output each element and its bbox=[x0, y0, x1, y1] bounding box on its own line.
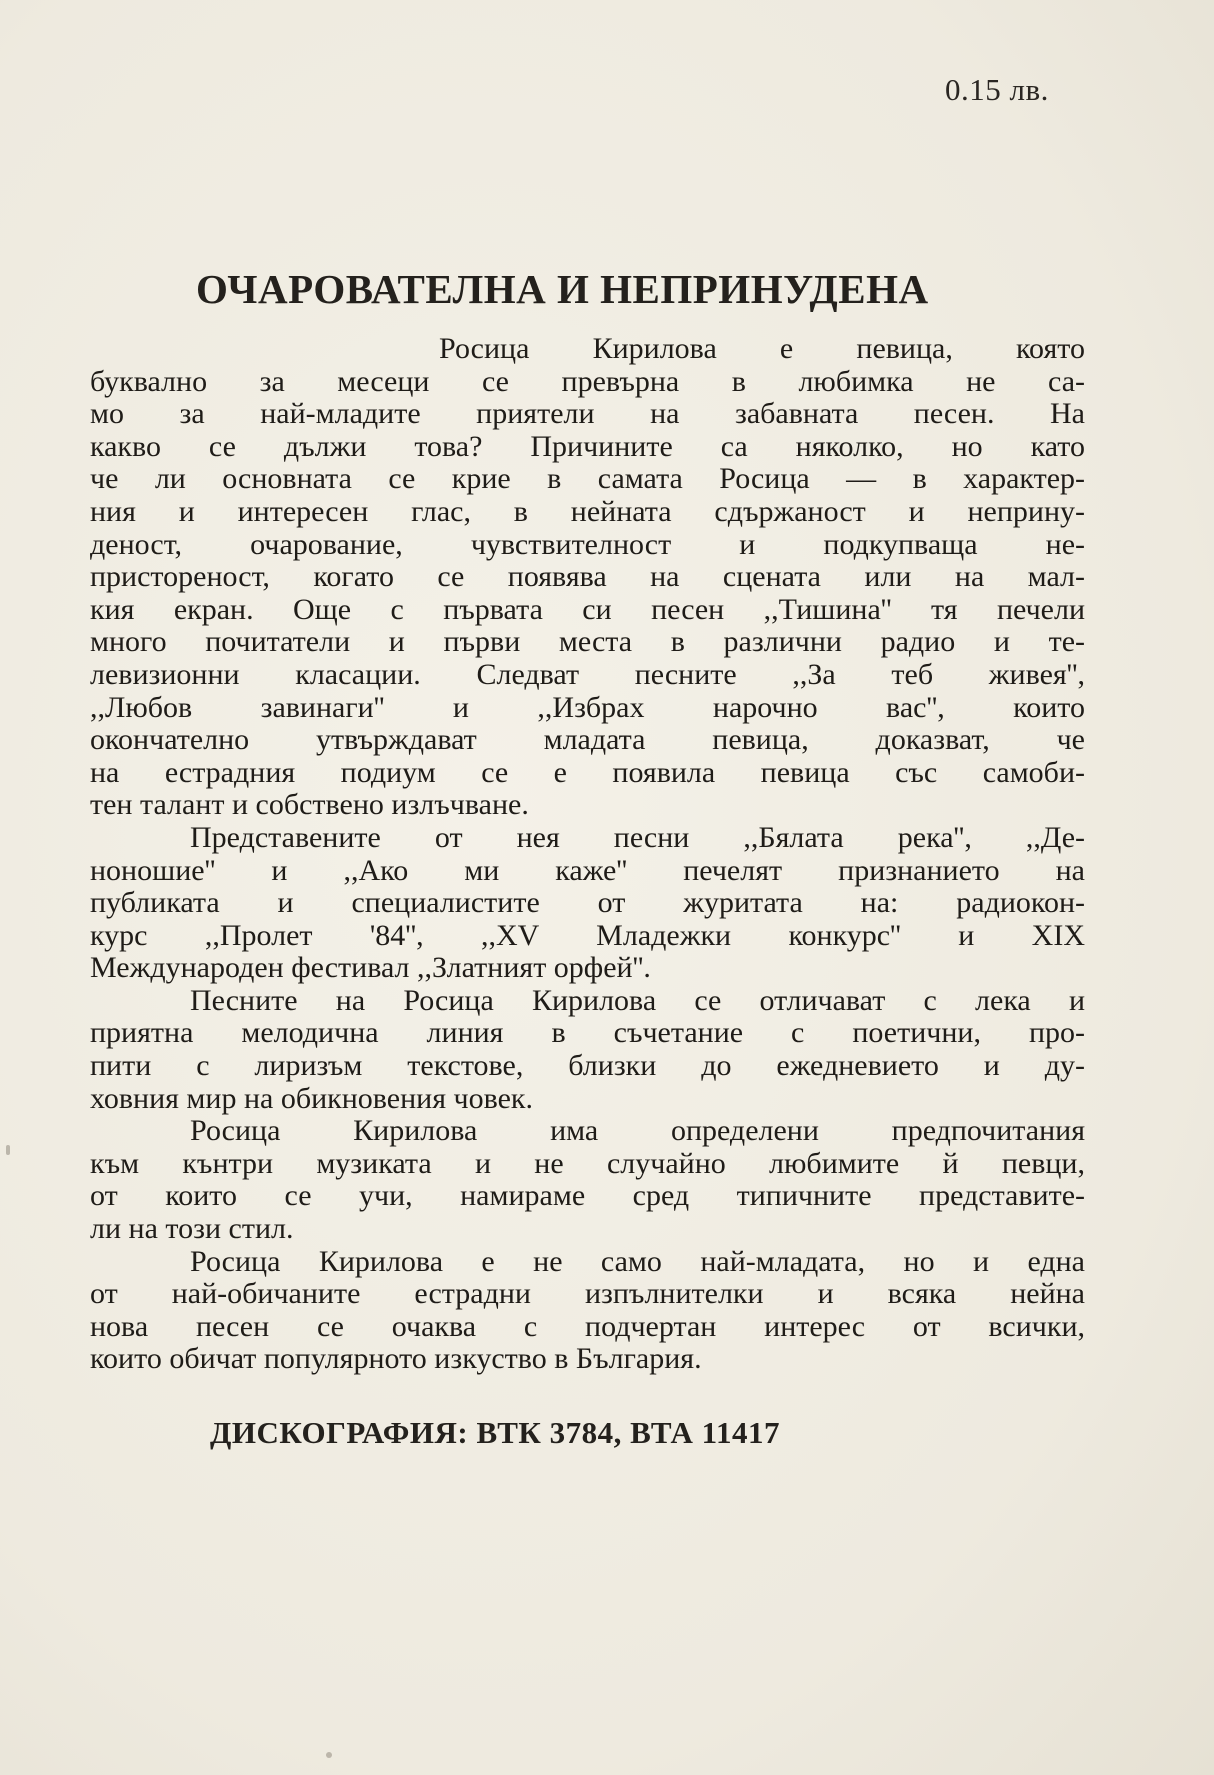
body-line: на естрадния подиум се е появила певица със самоби- bbox=[90, 755, 1085, 789]
discography-line: ДИСКОГРАФИЯ: ВТК 3784, ВТА 11417 bbox=[210, 1415, 780, 1450]
body-line: левизионни класации. Следват песните ,,За теб живея'', bbox=[90, 657, 1085, 691]
body-line: ния и интересен глас, в нейната сдържаност и неприну- bbox=[90, 494, 1085, 528]
body-line: курс ,,Пролет '84'', ,,XV Младежки конкурс'' и XIX bbox=[90, 918, 1085, 952]
body-line: Росица Кирилова е певица, която bbox=[439, 332, 1085, 365]
body-line: Песните на Росица Кирилова се отличават с лека и bbox=[190, 983, 1085, 1017]
body-line: ховния мир на обикновения човек. bbox=[90, 1081, 533, 1115]
body-line: мо за най-младите приятели на забавната песен. На bbox=[90, 397, 1085, 431]
body-line: Представените от нея песни ,,Бялата река'', ,,Де- bbox=[190, 820, 1085, 854]
body-line: Росица Кирилова има определени предпочитания bbox=[190, 1114, 1085, 1148]
body-line: какво се дължи това? Причините са няколко, но като bbox=[90, 429, 1085, 463]
body-line: ноношие'' и ,,Ако ми каже'' печелят признанието на bbox=[90, 853, 1085, 887]
paper-speck bbox=[326, 1752, 332, 1758]
body-line: нова песен се очаква с подчертан интерес от всички, bbox=[90, 1309, 1085, 1343]
body-line: които обичат популярното изкуство в България. bbox=[90, 1342, 702, 1376]
body-line: буквално за месеци се превърна в любимка не са- bbox=[90, 364, 1085, 398]
body-line: окончателно утвърждават младата певица, доказват, че bbox=[90, 723, 1085, 757]
body-line: публиката и специалистите от журитата на: радиокон- bbox=[90, 886, 1085, 920]
body-line: тен талант и собствено излъчване. bbox=[90, 788, 529, 822]
body-line: много почитатели и първи места в различни радио и те- bbox=[90, 625, 1085, 659]
body-line: Росица Кирилова е не само най-младата, но и една bbox=[190, 1244, 1085, 1278]
body-line: деност, очарование, чувствителност и подкупваща не- bbox=[90, 527, 1085, 561]
body-line: пристореност, когато се появява на сцената или на мал- bbox=[90, 560, 1085, 594]
paper-speck bbox=[6, 1145, 10, 1155]
article-title: ОЧАРОВАТЕЛНА И НЕПРИНУДЕНА bbox=[196, 266, 929, 312]
body-line: пити с лиризъм текстове, близки до ежедневието и ду- bbox=[90, 1049, 1085, 1083]
body-line: че ли основната се крие в самата Росица — в характер- bbox=[90, 462, 1085, 496]
price-label: 0.15 лв. bbox=[945, 72, 1049, 107]
body-line: кия екран. Още с първата си песен ,,Тишина'' тя печели bbox=[90, 592, 1085, 626]
body-line: от които се учи, намираме сред типичните представите- bbox=[90, 1179, 1085, 1213]
body-line: ,,Любов завинаги'' и ,,Избрах нарочно вас'', които bbox=[90, 690, 1085, 724]
body-line: ли на този стил. bbox=[90, 1212, 294, 1246]
body-line: към кънтри музиката и не случайно любимите й певци, bbox=[90, 1146, 1085, 1180]
article-body bbox=[90, 333, 1085, 1376]
body-line: от най-обичаните естрадни изпълнителки и всяка нейна bbox=[90, 1277, 1085, 1311]
body-line: приятна мелодична линия в съчетание с поетични, про- bbox=[90, 1016, 1085, 1050]
body-line: Международен фестивал ,,Златният орфей''. bbox=[90, 951, 651, 985]
